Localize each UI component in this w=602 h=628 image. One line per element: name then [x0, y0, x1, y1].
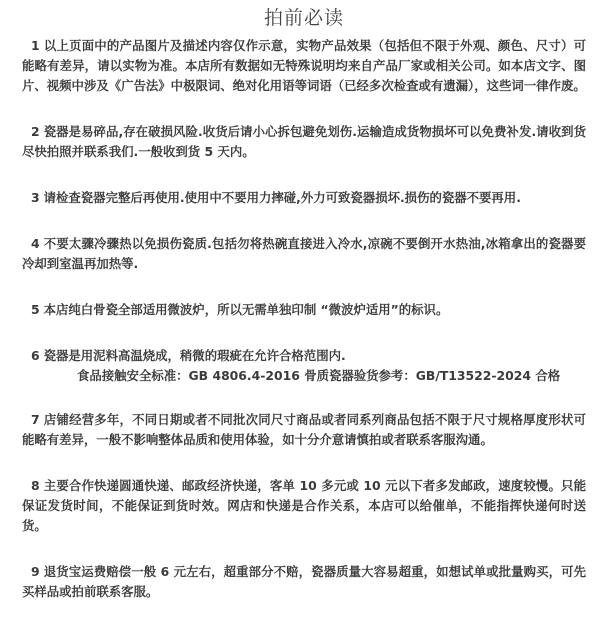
item-number: 6 — [31, 348, 40, 363]
item-text: 主要合作快递圆通快递、邮政经济快递，客单 10 多元或 10 元以下者多发邮政，速度较慢。只能保证发货时间，不能保证到货时效。网店和快递是合作关系，本店可以给催单，不能指挥快递何时送货。 — [22, 478, 586, 533]
notice-item-3 — [22, 188, 586, 208]
item-text: 不要太骤冷骤热以免损伤瓷质.包括勿将热碗直接进入冷水,凉碗不要倒开水热油,冰箱拿出的瓷器要冷却到室温再加热等. — [22, 236, 586, 271]
item-text: 店铺经营多年，不同日期或者不同批次同尺寸商品或者同系列商品包括不限于尺寸规格厚度形状可能略有差异，一般不影响整体品质和使用体验，如十分介意请慎拍或者联系客服沟通。 — [22, 412, 586, 447]
item-text: 以上页面中的产品图片及描述内容仅作示意，实物产品效果（包括但不限于外观、颜色、尺寸）可能略有差异，请以实物为准。本店所有数据如无特殊说明均来自产品厂家或相关公司。如本店文字、图片、视频中涉及《广告法》中极限词、绝对化用语等词语（已经多次检查或有遗漏），这些词一律作废。 — [22, 38, 586, 93]
notice-item-2 — [22, 122, 586, 162]
item-number: 9 — [31, 564, 40, 579]
notice-item-5 — [22, 300, 586, 320]
notice-item-8 — [22, 476, 586, 536]
item-number: 4 — [31, 236, 40, 251]
food-safety-standard: 食品接触安全标准：GB 4806.4-2016 骨质瓷器验货参考：GB/T13522-2024 合格 — [77, 368, 561, 383]
page-title: 拍前必读 — [263, 7, 344, 29]
item-text: 请检查瓷器完整后再使用.使用中不要用力摔碰,外力可致瓷器损坏.损伤的瓷器不要再用. — [43, 190, 521, 205]
item-text: 本店纯白骨瓷全部适用微波炉，所以无需单独印制 “微波炉适用”的标识。 — [43, 302, 449, 317]
item-text: 瓷器是易碎品,存在破损风险.收货后请小心拆包避免划伤.运输造成货物损坏可以免费补发.请收到货尽快拍照并联系我们.一般收到货 5 天内。 — [22, 124, 586, 159]
item-number: 1 — [31, 38, 40, 53]
item-number: 2 — [31, 124, 40, 139]
notice-item-6 — [22, 346, 586, 366]
item-text: 瓷器是用泥料高温烧成，稍微的瑕疵在允许合格范围内. — [43, 348, 346, 363]
item-number: 8 — [31, 478, 40, 493]
item-number: 3 — [31, 190, 40, 205]
item-number: 7 — [31, 412, 40, 427]
notice-item-1 — [22, 36, 586, 96]
notice-item-7 — [22, 410, 586, 450]
item-text: 退货宝运费赔偿一般 6 元左右，超重部分不赔，瓷器质量大容易超重，如想试单或批量购买，可先买样品或拍前联系客服。 — [22, 564, 586, 599]
notice-item-9 — [22, 562, 586, 602]
item-number: 5 — [31, 302, 40, 317]
notice-item-4 — [22, 234, 586, 274]
